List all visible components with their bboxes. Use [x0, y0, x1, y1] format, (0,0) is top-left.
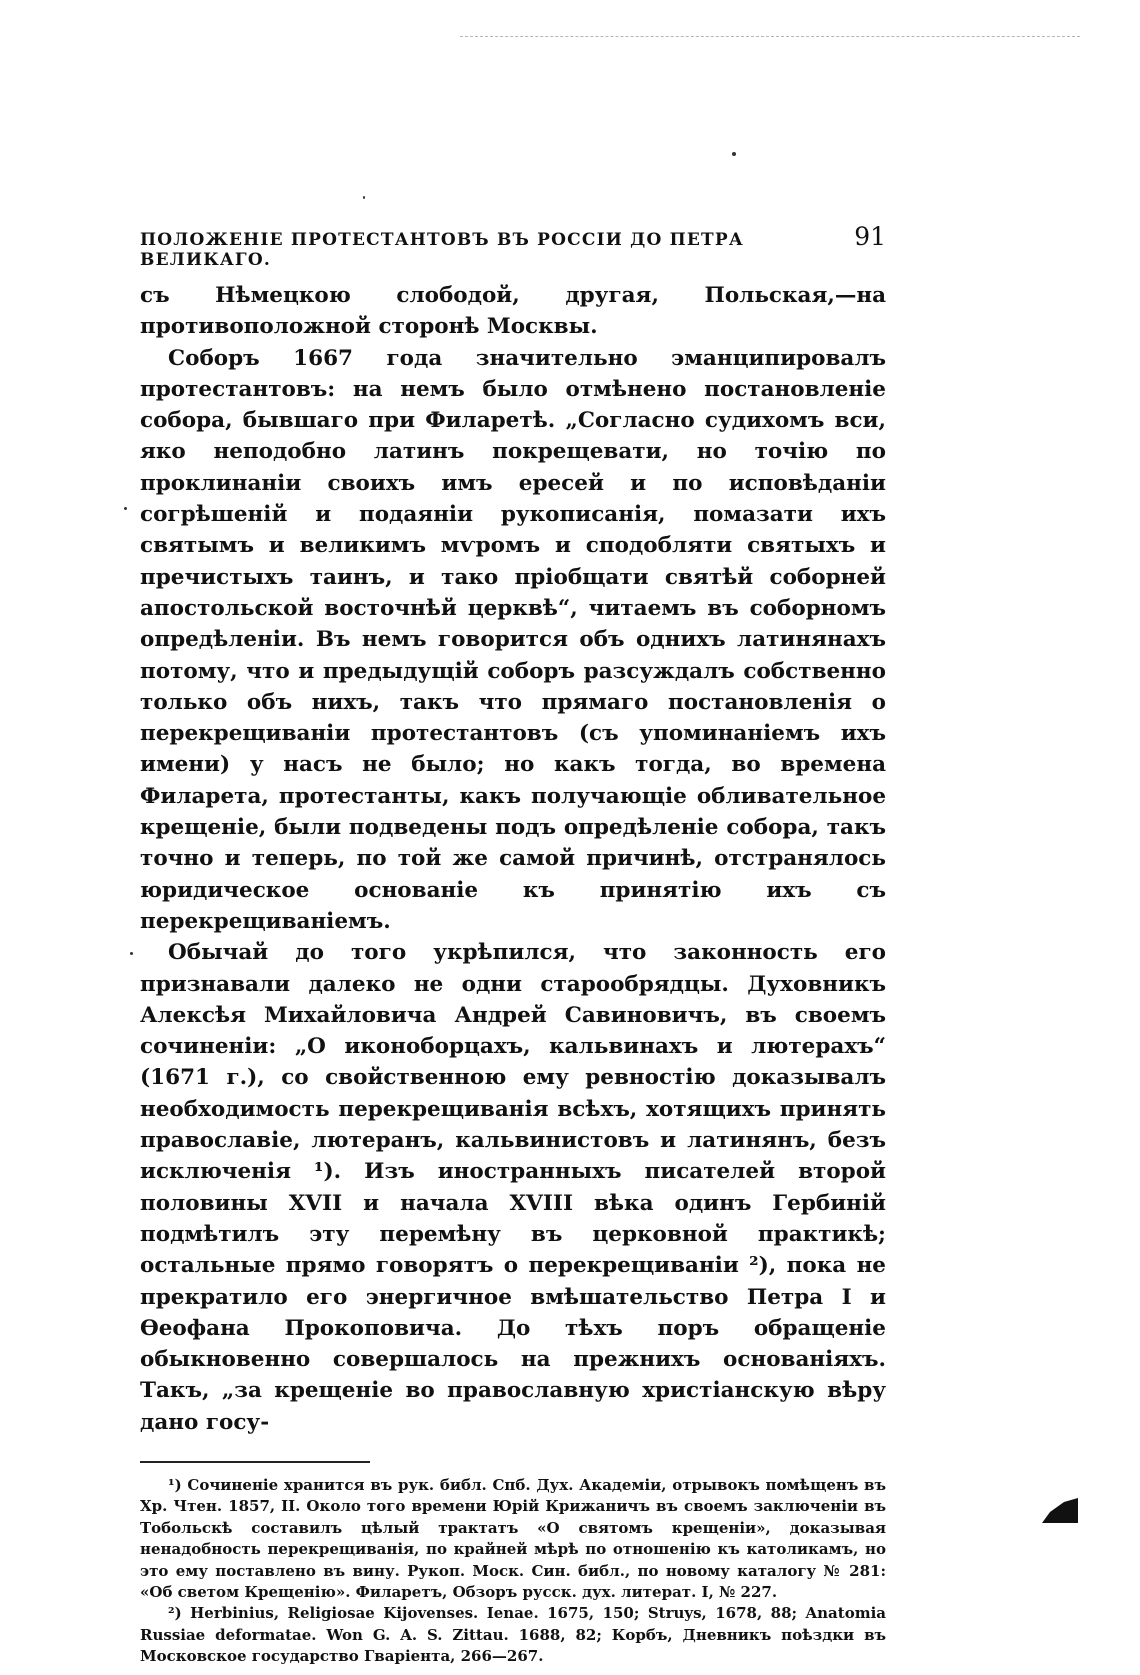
page-header	[140, 222, 886, 270]
scan-speck	[363, 196, 365, 199]
scan-speck	[130, 952, 133, 955]
scan-speck	[732, 152, 736, 156]
footnote-2: ²) Herbinius, Religiosae Kijovenses. Ienae. 1675, 150; Struys, 1678, 88; Anatomia Russiae deformatae. Won G. A. S. Zittau. 1688, 82; Корбъ, Дневникъ поѣздки въ Московское государство Гваріента, 266—267.	[140, 1604, 886, 1666]
footnote-1: ¹) Сочиненіе хранится въ рук. библ. Спб. Дух. Академіи, отрывокъ помѣщенъ въ Хр. Чтен. 1857, II. Около того времени Юрій Крижаничъ въ своемъ заключеніи въ Тобольскѣ составилъ цѣлый трактатъ «О святомъ крещеніи», доказывая ненадобность перекрещиванія, по крайней мѣрѣ по отношенію къ католикамъ, но это ему поставлено въ вину. Рукоп. Моск. Син. библ., по новому каталогу № 281: «Об светом Крещенію». Филаретъ, Обзоръ русск. дух. литерат. I, № 227.	[140, 1475, 886, 1602]
paragraph-continuation: съ Нѣмецкою слободой, другая, Польская,—на противоположной сторонѣ Москвы.	[140, 283, 886, 340]
scan-top-rule	[460, 36, 1080, 37]
book-page	[140, 222, 886, 1668]
paragraph-council-1667: Соборъ 1667 года значительно эманципировалъ протестантовъ: на немъ было отмѣнено постановленіе собора, бывшаго при Филаретѣ. „Согласно судихомъ вси, яко неподобно латинъ покрещевати, но точію по проклинаніи своихъ имъ ересей и по исповѣданіи согрѣшеній и подаяніи рукописанія, помазати ихъ святымъ и великимъ мѵромъ и сподобляти святыхъ и пречистыхъ таинъ, и тако пріобщати святѣй соборней апостольской восточнѣй церквѣ“, читаемъ въ соборномъ опредѣленіи. Въ немъ говорится объ однихъ латинянахъ потому, что и предыдущій соборъ разсуждалъ собственно только объ нихъ, такъ что прямаго постановленія о перекрещиваніи протестантовъ (съ упоминаніемъ ихъ имени) у насъ не было; но какъ тогда, во времена Филарета, протестанты, какъ получающіе обливательное крещеніе, были подведены подъ опредѣленіе собора, такъ точно и теперь, по той же самой причинѣ, отстранялось юридическое основаніе къ принятію ихъ съ перекрещиваніемъ.	[140, 345, 886, 934]
body-text	[140, 280, 886, 1438]
scan-corner-mark	[1040, 1496, 1080, 1524]
scan-speck	[124, 507, 127, 510]
footnotes	[140, 1475, 886, 1668]
page-number: 91	[854, 222, 886, 251]
running-title: ПОЛОЖЕНІЕ ПРОТЕСТАНТОВЪ ВЪ РОССІИ ДО ПЕТРА ВЕЛИКАГО.	[140, 230, 744, 270]
paragraph-custom: Обычай до того укрѣпился, что законность его признавали далеко не одни старообрядцы. Духовникъ Алексѣя Михайловича Андрей Савиновичъ, въ своемъ сочиненіи: „О иконоборцахъ, кальвинахъ и лютерахъ“ (1671 г.), со свойственною ему ревностію доказывалъ необходимость перекрещиванія всѣхъ, хотящихъ принять православіе, лютеранъ, кальвинистовъ и латинянъ, безъ исключенія ¹). Изъ иностранныхъ писателей второй половины XVII и начала XVIII вѣка одинъ Гербиній подмѣтилъ эту перемѣну въ церковной практикѣ; остальные прямо говорятъ о перекрещиваніи ²), пока не прекратило его энергичное вмѣшательство Петра I и Ѳеофана Прокоповича. До тѣхъ поръ обращеніе обыкновенно совершалось на прежнихъ основаніяхъ. Такъ, „за крещеніе во православную христіанскую вѣру дано госу-	[140, 940, 886, 1435]
footnote-separator	[140, 1461, 370, 1463]
